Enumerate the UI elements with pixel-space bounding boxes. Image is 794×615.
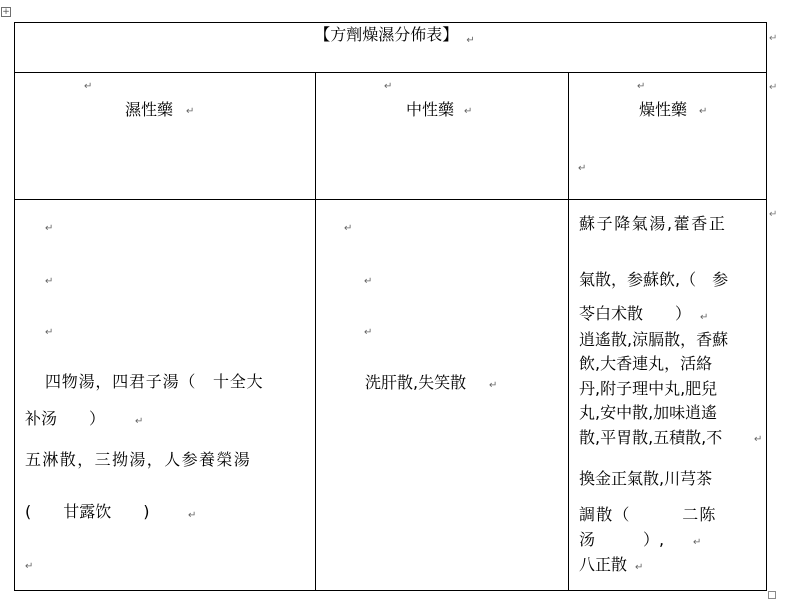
- dry-drugs-line-11: 汤 ）,: [579, 530, 665, 549]
- dry-drugs-line-6: 丹,附子理中丸,肥兒: [579, 379, 718, 398]
- neutral-drugs-line-1: 洗肝散,失笑散: [365, 373, 467, 392]
- paragraph-mark: ↵: [45, 223, 54, 234]
- paragraph-mark: ↵: [578, 163, 587, 174]
- paragraph-mark: ↵: [364, 327, 373, 338]
- paragraph-mark: ↵: [699, 106, 708, 117]
- paragraph-mark: ↵: [693, 537, 702, 548]
- wet-drugs-line-2: 补汤 ）: [25, 409, 106, 428]
- paragraph-mark: ↵: [754, 434, 763, 445]
- paragraph-mark: ↵: [489, 380, 498, 391]
- table-column-divider: [315, 72, 316, 590]
- wet-drugs-line-3: 五淋散，三拗湯，人参養榮湯: [25, 450, 252, 469]
- table-row-divider: [15, 72, 766, 73]
- table-move-handle[interactable]: +: [2, 7, 10, 17]
- paragraph-mark: ↵: [464, 106, 473, 117]
- table-row-divider: [15, 199, 766, 200]
- paragraph-mark: ↵: [364, 276, 373, 287]
- end-of-row-mark: ↵: [769, 33, 778, 44]
- table-title-text: 【方劑燥濕分佈表】: [314, 25, 459, 44]
- paragraph-mark: ↵: [25, 561, 34, 572]
- dry-drugs-line-8: 散,平胃散,五積散,不: [579, 428, 723, 447]
- wet-drugs-line-4: ( 甘露饮 ): [25, 502, 150, 521]
- paragraph-mark: ↵: [384, 81, 393, 92]
- paragraph-mark: ↵: [84, 81, 93, 92]
- dry-drugs-line-2: 氣散，参蘇飲,（ 参: [579, 270, 729, 289]
- table-column-divider: [568, 72, 569, 590]
- dry-drugs-line-10: 調散（ 二陈: [579, 505, 717, 524]
- dry-drugs-line-7: 丸,安中散,加味逍遙: [579, 403, 718, 422]
- paragraph-mark: ↵: [635, 562, 644, 573]
- header-dry-drugs: 燥性藥: [639, 100, 688, 119]
- paragraph-mark: ↵: [45, 276, 54, 287]
- end-of-row-mark: ↵: [769, 82, 778, 93]
- end-of-row-mark: ↵: [769, 209, 778, 220]
- paragraph-mark: ↵: [466, 35, 475, 46]
- dry-drugs-line-4: 逍遙散,涼膈散，香蘇: [579, 330, 729, 349]
- table-resize-handle[interactable]: [768, 591, 776, 599]
- paragraph-mark: ↵: [186, 106, 195, 117]
- header-wet-drugs: 濕性藥: [125, 100, 174, 119]
- table-title: [15, 24, 766, 46]
- paragraph-mark: ↵: [344, 223, 353, 234]
- dry-drugs-line-3: 苓白术散 ）: [579, 304, 692, 323]
- dry-drugs-line-12: 八正散: [579, 555, 628, 574]
- dry-drugs-line-1: 蘇子降氣湯,藿香正: [579, 214, 727, 233]
- header-neutral-drugs: 中性藥: [406, 100, 455, 119]
- dry-drugs-line-9: 換金正氣散,川芎茶: [579, 469, 713, 488]
- dry-drugs-line-5: 飲,大香連丸，活絡: [579, 354, 713, 373]
- paragraph-mark: ↵: [135, 416, 144, 427]
- paragraph-mark: ↵: [188, 510, 197, 521]
- paragraph-mark: ↵: [637, 81, 646, 92]
- wet-drugs-line-1: 四物湯，四君子湯（ 十全大: [45, 372, 264, 391]
- paragraph-mark: ↵: [700, 312, 709, 323]
- herbal-dryness-distribution-table: [14, 22, 767, 591]
- paragraph-mark: ↵: [45, 327, 54, 338]
